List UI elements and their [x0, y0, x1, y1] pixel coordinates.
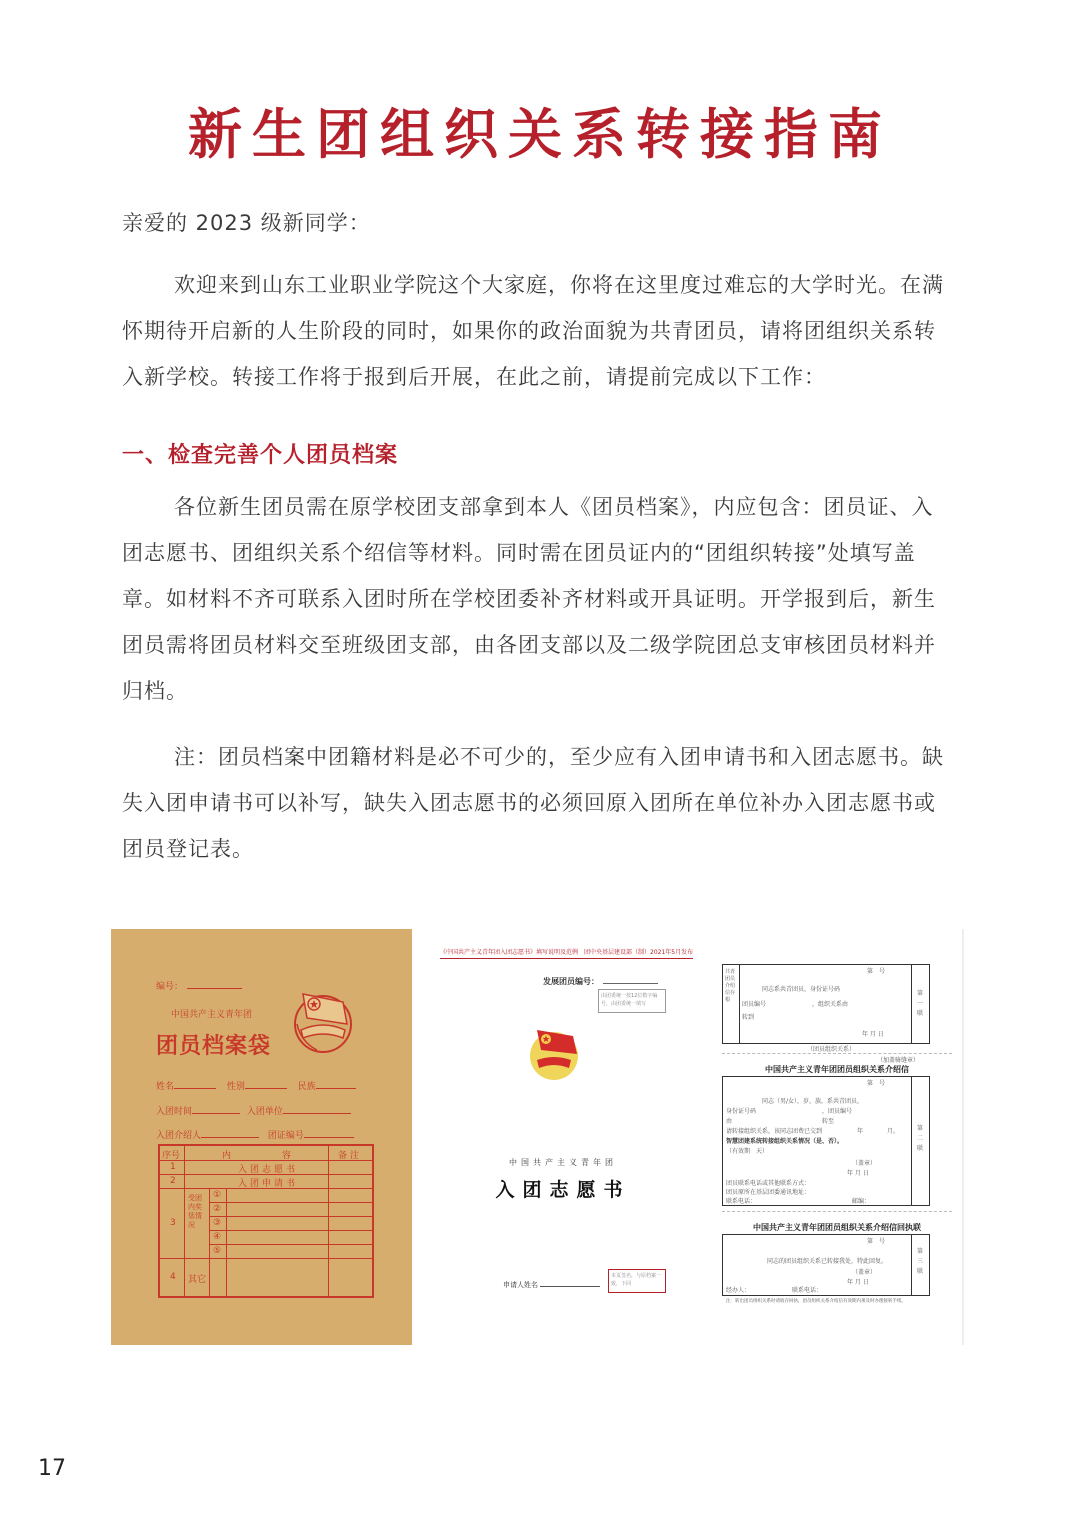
- salutation: 亲爱的 2023 级新同学：: [122, 211, 371, 235]
- part-two-label: 第二联: [917, 1125, 924, 1152]
- receipt-line: 同志的团员组织关系已转接我处，特此回复。: [767, 1258, 888, 1265]
- letter-line: （有效期 天）: [726, 1148, 769, 1155]
- subitem-marker: ②: [213, 1204, 222, 1214]
- signature-note-box: 本页签名，与原档案一致，下同: [608, 1269, 666, 1293]
- stub-number-label: 第 号: [867, 968, 886, 975]
- letter-line: 智慧团建系统转接组织关系情况（是、否）。: [726, 1138, 844, 1145]
- table-row-content: 入团志愿书: [238, 1165, 299, 1175]
- letter-line: 邮编：: [852, 1198, 871, 1205]
- receipt-line: 联系电话：: [792, 1287, 823, 1294]
- letter-heading: 中国共产主义青年团团员组织关系介绍信: [765, 1064, 909, 1074]
- letter-line: 同志（男/女），岁，族，系共青团员，: [762, 1098, 864, 1105]
- letter-line: 月。: [887, 1128, 900, 1135]
- receipt-number-label: 第 号: [867, 1238, 886, 1245]
- intro-paragraph: 欢迎来到山东工业职业学院这个大家庭，你将在这里度过难忘的大学时光。在满怀期待开启新的人生阶段的同时，如果你的政治面貌为共青团员，请将团组织关系转入新学校。转接工作将于报到后开展，在此之前，请提前完成以下工作：: [122, 273, 944, 389]
- table-header-content-2: 容: [282, 1151, 292, 1161]
- stub-line: 同志系共青团员，身份证号码: [762, 986, 841, 993]
- table-header-no: 序号: [162, 1151, 181, 1161]
- stub-line: 转到: [742, 1014, 755, 1021]
- table-row-no: 4: [170, 1272, 176, 1282]
- letter-line: 请转接组织关系，该同志团费已交到: [726, 1128, 823, 1135]
- receipt-seal: （盖章）: [852, 1269, 877, 1276]
- form-title: 入团志愿书: [495, 1179, 631, 1201]
- page-title: 新生团组织关系转接指南: [188, 102, 892, 166]
- receipt-line: 经办人：: [726, 1287, 751, 1294]
- stub-side-label: 共青团员介绍信存根: [725, 969, 736, 1003]
- letter-line: 转至: [822, 1118, 835, 1125]
- stub-date: 年 月 日: [862, 1031, 884, 1038]
- table-header-remarks: 备 注: [338, 1151, 359, 1161]
- table-row-content: 受团内奖惩情况: [188, 1194, 202, 1229]
- letter-line: 团员联系电话或其他联系方式：: [726, 1180, 811, 1187]
- envelope-contents-table: [158, 1144, 374, 1298]
- table-header-content-1: 内: [222, 1151, 232, 1161]
- stub-line: 团员编号: [742, 1001, 767, 1008]
- envelope-number-label: 编号：: [156, 979, 242, 992]
- table-row-no: 1: [170, 1162, 176, 1172]
- letter-line: 身份证号码: [726, 1108, 757, 1115]
- stub-caption: （团员组织关系）: [807, 1046, 856, 1053]
- application-form-image: [418, 929, 708, 1345]
- envelope-field-row-1: 姓名 性别 民族: [156, 1079, 356, 1092]
- archive-envelope-image: [111, 929, 412, 1345]
- subitem-marker: ⑤: [213, 1246, 222, 1256]
- section-body: 各位新生团员需在原学校团支部拿到本人《团员档案》，内应包含：团员证、入团志愿书、团组织关系个绍信等材料。同时需在团员证内的“团组织转接”处填写盖章。如材料不齐可联系入团时所在学校团委补齐材料或开具证明。开学报到后，新生团员需将团员材料交至班级团支部，由各团支部以及二级学院团总支审核团员材料并归档。: [122, 495, 936, 703]
- stub-line: ，组织关系由: [812, 1001, 849, 1008]
- envelope-field-row-3: 入团介绍人 团证编号: [156, 1128, 354, 1141]
- subitem-marker: ④: [213, 1232, 222, 1242]
- envelope-title: 团员档案袋: [156, 1033, 272, 1059]
- table-row-no: 2: [170, 1176, 176, 1186]
- youth-league-emblem-icon: [287, 984, 359, 1056]
- subitem-marker: ①: [213, 1190, 222, 1200]
- letter-date: 年 月 日: [847, 1170, 869, 1177]
- page-number: 17: [38, 1456, 66, 1481]
- form-header: 《中国共产主义青年团入团志愿书》填写说明及范例 团中央基层建设部（制）2021年5月发布: [440, 947, 693, 959]
- note-box: 由团委统一按12位数字编号，由团委统一填写: [598, 989, 666, 1013]
- letter-line: 由: [726, 1118, 733, 1125]
- envelope-field-row-2: 入团时间 入团单位: [156, 1104, 351, 1117]
- table-row-no: 3: [170, 1218, 176, 1228]
- section-heading: 一、检查完善个人团员档案: [122, 443, 399, 468]
- letter-number-label: 第 号: [867, 1080, 886, 1087]
- dev-number-field: 发展团员编号：: [543, 976, 658, 987]
- letter-line: 团员原所在基层团委通讯地址：: [726, 1189, 811, 1196]
- table-row-content: 其它: [188, 1275, 207, 1285]
- letter-line: 年: [857, 1128, 864, 1135]
- letter-line: 联系电话：: [726, 1198, 757, 1205]
- receipt-box: [722, 1234, 930, 1296]
- transfer-letter-image: [712, 929, 964, 1345]
- part-one-label: 第一联: [917, 990, 924, 1017]
- form-org: 中国共产主义青年团: [509, 1158, 617, 1167]
- receipt-heading: 中国共产主义青年团团员组织关系介绍信回执联: [753, 1222, 921, 1232]
- letter-seal: （盖章）: [852, 1160, 877, 1167]
- part-three-label: 第三联: [917, 1248, 924, 1275]
- applicant-name-field: 申请人姓名: [503, 1280, 600, 1290]
- envelope-org: 中国共产主义青年团: [171, 1010, 253, 1020]
- seal-note: （加盖骑缝章）: [877, 1057, 920, 1064]
- section-note: 注：团员档案中团籍材料是必不可少的，至少应有入团申请书和入团志愿书。缺失入团申请书可以补写，缺失入团志愿书的必须回原入团所在单位补办入团志愿书或团员登记表。: [122, 745, 944, 861]
- subitem-marker: ③: [213, 1218, 222, 1228]
- letter-line: ，团员编号: [822, 1108, 853, 1115]
- table-row-content: 入团申请书: [238, 1179, 299, 1189]
- youth-league-emblem-icon: [523, 1022, 585, 1084]
- letter-footnote: 注：转出团员组织关系时请收存回执，团员组织关系介绍信有效期内须及时办理接转手续。: [726, 1299, 906, 1304]
- receipt-date: 年 月 日: [847, 1279, 869, 1286]
